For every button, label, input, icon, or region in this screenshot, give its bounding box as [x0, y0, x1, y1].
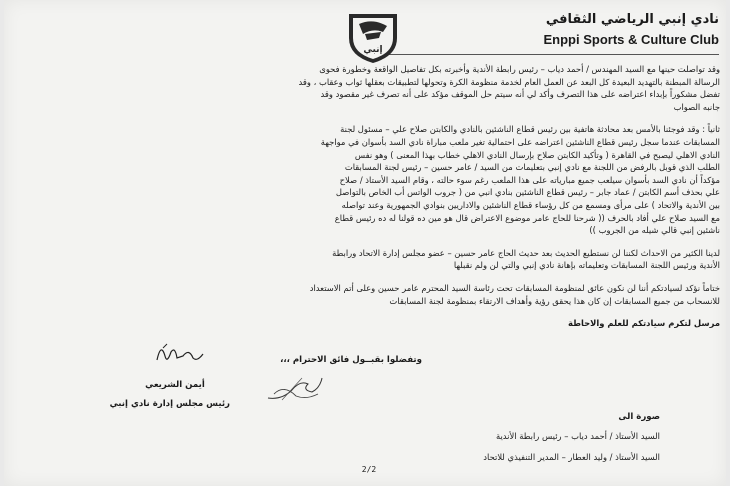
paragraph-gap [40, 272, 720, 282]
club-logo-icon [343, 8, 403, 66]
body-line: بين الأندية والاتحاد ) على مرأى ومسمع من كل رؤساء قطاع الناشئين والاداريين بنوادي الجمهورية وعند تواصله [341, 199, 720, 210]
letter-body [40, 63, 720, 330]
handwritten-signature-icon [149, 338, 209, 368]
body-line: تفضل مشكوراً بإبداء اعتراضه على هذا التصرف وأكد لي أنه سيتم حل الموقف مؤكد على أنه تصرف غير مقصود وقد [320, 89, 720, 100]
logo-text: إنبي [363, 45, 383, 55]
body-line: للانسحاب من جميع المسابقات إن كان هذا يحقق رؤية وأهداف الارتقاء بمنظومة لجنة المسابقات [389, 295, 720, 306]
body-line: ختاماً نؤكد لسيادتكم أننا لن نكون عائق لمنظومة المسابقات تحت رئاسة السيد المحترم عامر حسين وعلى أتم الاستعداد [309, 282, 720, 293]
letter-page [4, 0, 726, 486]
body-line: النادي الاهلي ليصبح في القاهرة ( وتأكيد الكابتن صلاح بإرسال النادي الاهلي خطاب بهذا المعنى ) وهو نفس [354, 149, 720, 160]
signatory-title: رئيس مجلس إدارة نادي إنبي [109, 399, 230, 409]
body-line: الأندية ورئيس اللجنة المسابقات وتعليماته بإهانة نادي إنبي والتي لن ولم نقبلها [453, 260, 720, 271]
body-line: الطلب الذي قوبل بالرفض من اللجنة مع نادي إنبي بتعليمات من السيد / عامر حسين – رئيس لجنة المسابقات [344, 162, 720, 173]
header-divider [384, 54, 719, 55]
body-line: المسابقات عندما سجل رئيس قطاع الناشئين اعتراضه على احتمالية تغير ملعب مباراة نادي السد بأسوان في مواجهة [320, 136, 720, 147]
cc-line: السيد الأستاذ / أحمد دياب – رئيس رابطة الأندية [495, 431, 660, 441]
body-line: جانبه الصواب [673, 101, 720, 112]
cc-heading: صورة الى [618, 412, 660, 422]
body-line: مع السيد صلاح علي أفاد بالحرف (( شرحنا للحاج عامر موضوع الاعتراض قال هو مين ده قولنا له ده رئيس قطاع [334, 212, 720, 223]
body-line: وقد تواصلت حينها مع السيد المهندس / أحمد دياب – رئيس رابطة الأندية وأخبرته بكل تفاصيل الواقعة وخطورة فحوى [319, 64, 720, 74]
handwritten-signature-icon [262, 370, 326, 406]
page-number: 2/2 [361, 465, 377, 474]
body-line: لدينا الكثير من الاحداث لكننا لن نستطيع الحديث بعد حديث الحاج عامر حسين – عضو مجلس إدارة الاتحاد ورابطة [332, 247, 720, 258]
cc-line: السيد الأستاذ / وليد العطار – المدير التنفيذي للاتحاد [483, 452, 660, 462]
body-line: الرسالة المبطنة بالتهديد البعيدة كل البعد عن العمل العام لخدمة منظومة الكرة وتحولها لتطبيقات بعقلها ثواب وعقاب ، وقد [298, 76, 720, 87]
body-line: علي بحذف أسم الكابتن / عماد جابر – رئيس قطاع الناشئين بنادي انبي من ( جروب الواتس أب الخاص بالتواصل [335, 187, 720, 198]
club-name-english: Enppi Sports & Culture Club [543, 32, 719, 47]
paragraph-gap [40, 237, 720, 247]
body-line: مؤكداً أن نادي السد بأسوان سيلعب جميع مبارياته على هذا الملعب رغم سوء حالته ، وقام السيد الأستاذ / صلاح [339, 174, 720, 185]
body-line: ثانياً : وقد فوجئنا بالأمس بعد محادثة هاتفية بين رئيس قطاع الناشئين بالنادي والكابتن صلاح علي – مسئول لجنة [340, 124, 720, 135]
paragraph-gap [40, 307, 720, 317]
body-line: ناشئين إنبي قالي شيله من الجروب )) [589, 225, 720, 236]
club-name-arabic: نادي إنبي الرياضي الثقافي [545, 12, 719, 27]
paragraph-gap [40, 113, 720, 123]
body-line: مرسل لتكرم سيادتكم للعلم والاحاطة [568, 318, 720, 329]
signatory-name: أيمن الشريعي [145, 380, 205, 390]
closing-phrase: وتفضلوا بقبــول فائق الاحترام ،،، [280, 355, 422, 365]
